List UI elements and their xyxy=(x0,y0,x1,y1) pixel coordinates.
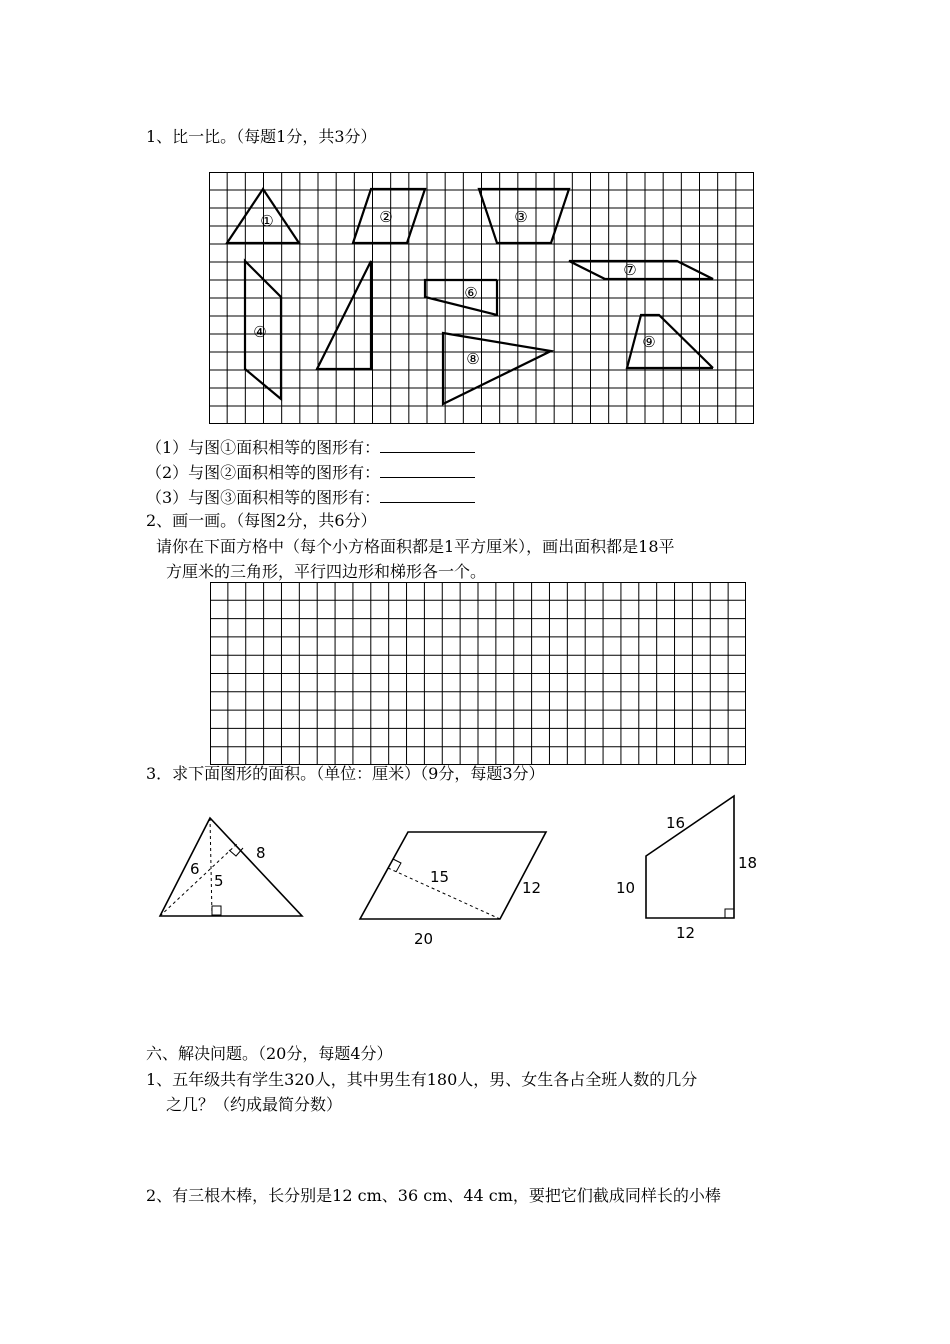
answer-blank-2[interactable] xyxy=(380,461,475,478)
label-7: ⑦ xyxy=(623,261,637,279)
shape-5-triangle xyxy=(317,261,371,369)
trap-label-left: 10 xyxy=(616,879,636,897)
q1-heading: 1、比一比。（每题1分，共3分） xyxy=(146,127,377,146)
q6-heading: 六、解决问题。（20分，每题4分） xyxy=(146,1044,393,1063)
q2-line2: 方厘米的三角形，平行四边形和梯形各一个。 xyxy=(166,562,487,581)
q6-p1-line2: 之几？（约成最简分数） xyxy=(166,1095,343,1114)
q6-p2-line1: 2、有三根木棒，长分别是12 cm、36 cm、44 cm，要把它们截成同样长的小棒 xyxy=(146,1186,721,1205)
tri-label-h: 5 xyxy=(214,872,224,890)
tri-label-b: 8 xyxy=(256,844,266,862)
figure-parallelogram xyxy=(350,822,560,950)
answer-blank-1[interactable] xyxy=(380,436,475,453)
tri-label-a: 6 xyxy=(190,860,200,878)
q1-sub3: （3）与图③面积相等的图形有： xyxy=(146,486,475,509)
q6-p1-line1: 1、五年级共有学生320人，其中男生有180人，男、女生各占全班人数的几分 xyxy=(146,1070,698,1089)
q1-shape-grid xyxy=(209,172,754,424)
trap-label-bottom: 12 xyxy=(676,924,696,942)
label-2: ② xyxy=(379,208,393,226)
label-3: ③ xyxy=(514,208,528,226)
q1-sub2: （2）与图②面积相等的图形有： xyxy=(146,461,475,484)
q2-drawing-grid[interactable] xyxy=(210,582,746,765)
figure-trapezoid xyxy=(610,790,770,945)
q3-heading: 3．求下面图形的面积。（单位：厘米）（9分，每题3分） xyxy=(146,764,545,783)
label-1: ① xyxy=(260,212,274,230)
label-6: ⑥ xyxy=(464,284,478,302)
para-label-h: 15 xyxy=(430,868,450,886)
answer-blank-3[interactable] xyxy=(380,486,475,503)
para-label-side: 12 xyxy=(522,879,542,897)
figure-triangle xyxy=(150,810,310,925)
trap-label-slant: 16 xyxy=(666,814,686,832)
shape-8-triangle xyxy=(443,333,551,404)
label-8: ⑧ xyxy=(466,350,480,368)
q2-line1: 请你在下面方格中（每个小方格面积都是1平方厘米），画出面积都是18平 xyxy=(156,537,675,556)
para-label-base: 20 xyxy=(414,930,434,948)
label-9: ⑨ xyxy=(642,333,656,351)
trap-label-right: 18 xyxy=(738,854,758,872)
shape-9-trapezoid xyxy=(627,315,713,368)
q1-sub1: （1）与图①面积相等的图形有： xyxy=(146,436,475,459)
q2-heading: 2、画一画。（每图2分，共6分） xyxy=(146,511,377,530)
label-4: ④ xyxy=(253,323,267,341)
